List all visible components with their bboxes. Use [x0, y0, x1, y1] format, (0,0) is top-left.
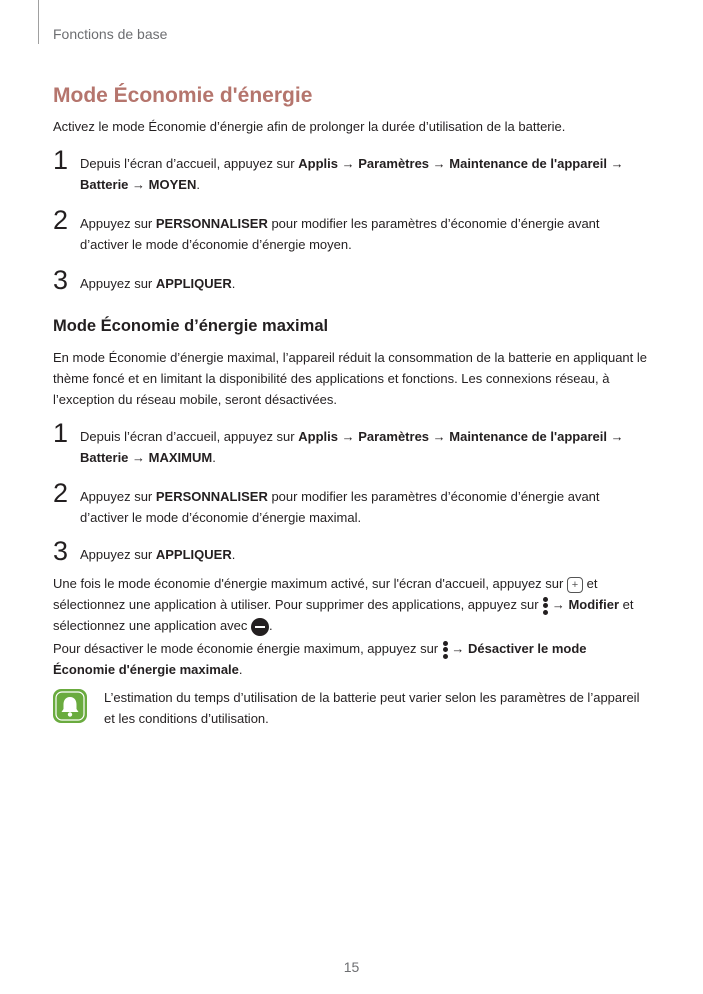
disable-text: Pour désactiver le mode économie énergie maximum, appuyez sur → Désactiver le mode Économie d'énergie maximale. [53, 641, 587, 677]
header-divider [38, 0, 39, 44]
add-icon: + [567, 577, 583, 593]
page-number: 15 [343, 959, 360, 975]
page-title: Mode Économie d'énergie [53, 84, 313, 107]
bell-icon [53, 689, 87, 723]
step-number: 2 [53, 478, 69, 508]
step-text: Appuyez sur APPLIQUER. [80, 276, 236, 291]
more-options-icon [542, 597, 548, 615]
step-number: 2 [53, 205, 69, 235]
max-intro-text: En mode Économie d’énergie maximal, l’appareil réduit la consommation de la batterie en appliquant le thème foncé et en limitant la disponibilité des applications et fonctions. Les connexions réseau, à l’exception du réseau mobile, seront désactivées. [53, 350, 648, 407]
step-text: Depuis l’écran d’accueil, appuyez sur Applis → Paramètres → Maintenance de l'appareil → Batterie → MOYEN. [80, 156, 624, 192]
step-number: 1 [53, 418, 69, 448]
step-number: 3 [53, 265, 69, 295]
add-apps-text: Une fois le mode économie d'énergie maximum activé, sur l'écran d'accueil, appuyez sur + et sélectionnez une application à utiliser. Pour supprimer des applications, appuyez sur → Modifier et sélectionnez une application avec . [53, 573, 653, 636]
note-text: L’estimation du temps d’utilisation de la batterie peut varier selon les paramètres de l’appareil et les conditions d’utilisation. [104, 690, 640, 726]
remove-icon [251, 618, 269, 636]
step-text: Appuyez sur PERSONNALISER pour modifier les paramètres d’économie d’énergie avant d’activer le mode d’économie d’énergie moyen. [80, 216, 600, 252]
intro-text: Activez le mode Économie d’énergie afin de prolonger la durée d’utilisation de la batterie. [53, 119, 566, 134]
step-number: 1 [53, 145, 69, 175]
section-label: Fonctions de base [53, 26, 168, 42]
more-options-icon [442, 641, 448, 659]
step-text: Appuyez sur APPLIQUER. [80, 547, 236, 562]
step-text: Depuis l’écran d’accueil, appuyez sur Applis → Paramètres → Maintenance de l'appareil → Batterie → MAXIMUM. [80, 429, 624, 465]
section-subtitle: Mode Économie d’énergie maximal [53, 317, 329, 335]
step-number: 3 [53, 536, 69, 566]
step-text: Appuyez sur PERSONNALISER pour modifier les paramètres d’économie d’énergie avant d’activer le mode d’économie d’énergie maximal. [80, 489, 600, 525]
